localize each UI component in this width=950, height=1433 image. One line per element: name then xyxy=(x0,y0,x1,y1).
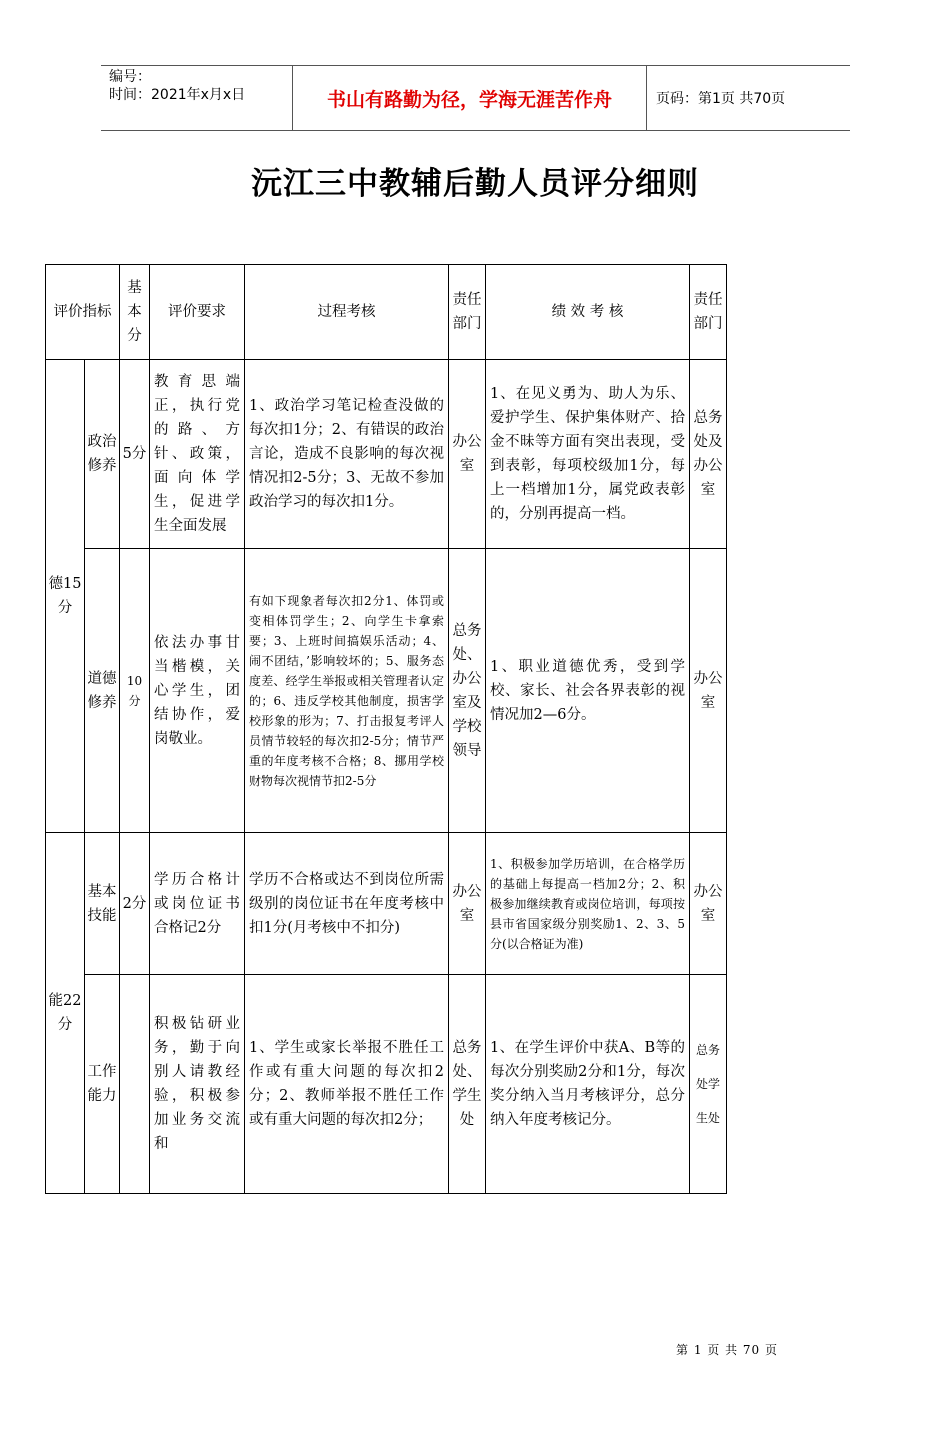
header-process: 过程考核 xyxy=(245,265,449,360)
header-divider xyxy=(646,66,647,130)
performance-cell: 1、积极参加学历培训，在合格学历的基础上每提高一档加2分；2、积极参加继续教育或岗位培训，每项按县市省国家级分别奖励1、2、3、5分(以合格证为准) xyxy=(486,833,690,975)
dept-cell: 办公室 xyxy=(690,833,727,975)
process-cell: 学历不合格或达不到岗位所需级别的岗位证书在年度考核中扣1分(月考核中不扣分) xyxy=(245,833,449,975)
evaluation-table xyxy=(45,264,727,1194)
header-meta xyxy=(109,68,291,104)
base-cell xyxy=(120,975,150,1194)
header-motto: 书山有路勤为径，学海无涯苦作舟 xyxy=(326,88,612,111)
performance-cell: 1、在学生评价中获A、B等的每次分别奖励2分和1分，每次奖分纳入当月考核评分，总分纳入年度考核记分。 xyxy=(486,975,690,1194)
table-row xyxy=(46,360,727,549)
base-cell: 2分 xyxy=(120,833,150,975)
table-row xyxy=(46,549,727,833)
dept-cell: 总务处、学生处 xyxy=(449,975,486,1194)
requirement-cell: 教育思端正，执行党的路、方针、政策，面向体学生，促进学生全面发展 xyxy=(150,360,245,549)
header-dept: 责任部门 xyxy=(449,265,486,360)
dept-cell: 办公室 xyxy=(690,549,727,833)
header-page-label: 页码：第1页 共70页 xyxy=(656,91,786,107)
item-cell: 政治修养 xyxy=(85,360,120,549)
header-requirement: 评价要求 xyxy=(150,265,245,360)
page-footer: 第 1 页 共 70 页 xyxy=(676,1343,778,1357)
dept-cell: 总务处及办公室 xyxy=(690,360,727,549)
dept-cell: 办公室 xyxy=(449,360,486,549)
header-indicator: 评价指标 xyxy=(46,265,120,360)
dept-cell: 总务处、办公室及学校领导 xyxy=(449,549,486,833)
requirement-cell: 学历合格计或岗位证书合格记2分 xyxy=(150,833,245,975)
item-cell: 工作能力 xyxy=(85,975,120,1194)
dept-cell: 总务处学生处 xyxy=(690,975,727,1194)
item-cell: 道德修养 xyxy=(85,549,120,833)
process-cell: 1、政治学习笔记检查没做的每次扣1分；2、有错误的政治言论，造成不良影响的每次视情况扣2-5分；3、无故不参加政治学习的每次扣1分。 xyxy=(245,360,449,549)
time-label: 时间：2021年x月x日 xyxy=(109,87,246,103)
requirement-cell: 依法办事甘当楷模，关心学生，团结协作，爱岗敬业。 xyxy=(150,549,245,833)
process-cell: 有如下现象者每次扣2分1、体罚或变相体罚学生；2、向学生卡拿索要；3、上班时间搞娱乐活动；4、闹不团结，’影响较坏的；5、服务态度差、经学生举报或相关管理者认定的；6、违反学校其他制度，损害学校形象的形为；7、打击报复考评人员情节较轻的每次扣2-5分；情节严重的年度考核不合格；8、挪用学校财物每次视情节扣2-5分 xyxy=(245,549,449,833)
requirement-cell: 积极钻研业务，勤于向别人请教经验，积极参加业务交流和 xyxy=(150,975,245,1194)
table-row xyxy=(46,975,727,1194)
number-label: 编号： xyxy=(109,69,151,85)
base-cell: 5分 xyxy=(120,360,150,549)
header-base: 基本分 xyxy=(120,265,150,360)
group-cell: 能22分 xyxy=(46,833,85,1194)
item-cell: 基本技能 xyxy=(85,833,120,975)
base-cell: 10分 xyxy=(120,549,150,833)
document-title: 沅江三中教辅后勤人员评分细则 xyxy=(251,166,699,202)
page-header xyxy=(101,65,850,131)
process-cell: 1、学生或家长举报不胜任工作或有重大问题的每次扣2分；2、教师举报不胜任工作或有重大问题的每次扣2分； xyxy=(245,975,449,1194)
table-header-row xyxy=(46,265,727,360)
performance-cell: 1、职业道德优秀，受到学校、家长、社会各界表彰的视情况加2—6分。 xyxy=(486,549,690,833)
header-dept: 责任部门 xyxy=(690,265,727,360)
dept-cell: 办公室 xyxy=(449,833,486,975)
header-performance: 绩 效 考 核 xyxy=(486,265,690,360)
table-row xyxy=(46,833,727,975)
group-cell: 德15分 xyxy=(46,360,85,833)
performance-cell: 1、在见义勇为、助人为乐、爱护学生、保护集体财产、拾金不昧等方面有突出表现，受到表彰，每项校级加1分，每上一档增加1分，属党政表彰的，分别再提高一档。 xyxy=(486,360,690,549)
